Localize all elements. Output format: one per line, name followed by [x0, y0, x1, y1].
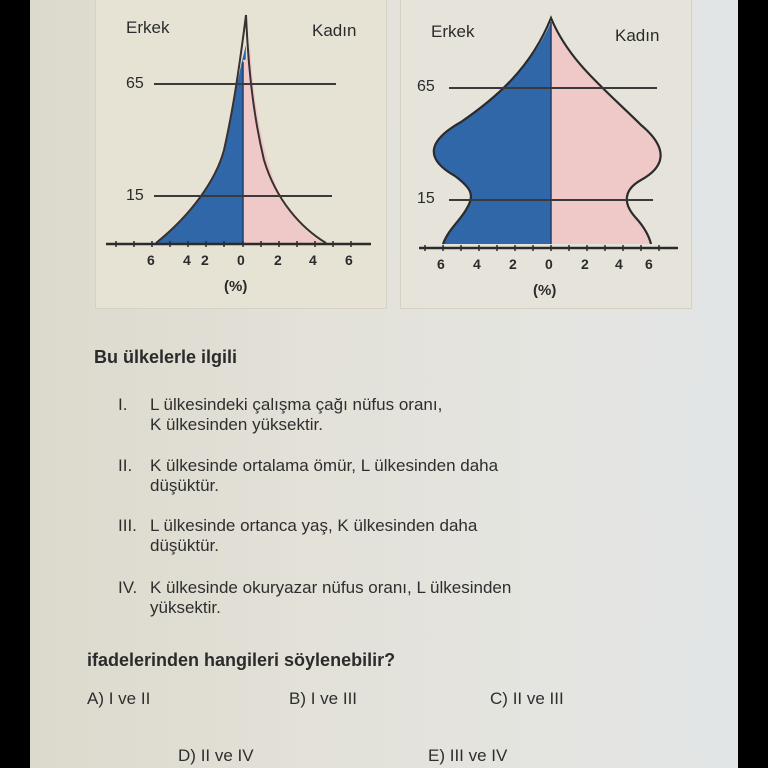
chart-panel-right: Erkek Kadın 65 15 6 4 2 0 2 4 6 (%) [400, 0, 692, 309]
age-label-15: 15 [417, 190, 435, 207]
statement-1: I. L ülkesindeki çalışma çağı nüfus oranı, K ülkesinden yüksektir. [118, 395, 443, 434]
female-label: Kadın [615, 26, 660, 45]
option-e[interactable]: E) III ve IV [428, 746, 508, 765]
exam-page [30, 0, 738, 768]
male-area [156, 45, 246, 243]
option-c[interactable]: C) II ve III [490, 689, 564, 708]
male-label: Erkek [126, 18, 170, 37]
female-label: Kadın [312, 21, 357, 40]
age-label-65: 65 [417, 78, 435, 95]
x-axis-unit: (%) [533, 282, 557, 299]
option-d[interactable]: D) II ve IV [178, 746, 254, 765]
statement-3: III. L ülkesinde ortanca yaş, K ülkesinden daha düşüktür. [118, 516, 478, 555]
x-axis-unit: (%) [224, 278, 248, 295]
male-area [434, 22, 551, 244]
age-label-65: 65 [126, 75, 144, 92]
statement-4: IV. K ülkesinde okuryazar nüfus oranı, L ülkesinden yüksektir. [118, 578, 512, 617]
female-area [243, 40, 323, 243]
male-label: Erkek [431, 22, 475, 41]
statement-2: II. K ülkesinde ortalama ömür, L ülkesinden daha düşüktür. [118, 456, 499, 495]
option-b[interactable]: B) I ve III [289, 689, 358, 708]
chart-panel-left: Erkek Kadın 65 15 6 4 2 0 2 4 6 (%) [95, 0, 387, 309]
age-label-15: 15 [126, 187, 144, 204]
question-prompt: ifadelerinden hangileri söylenebilir? [87, 650, 396, 670]
question-lead: Bu ülkelerle ilgili [94, 347, 238, 367]
option-a[interactable]: A) I ve II [87, 689, 151, 708]
female-area [551, 22, 661, 244]
